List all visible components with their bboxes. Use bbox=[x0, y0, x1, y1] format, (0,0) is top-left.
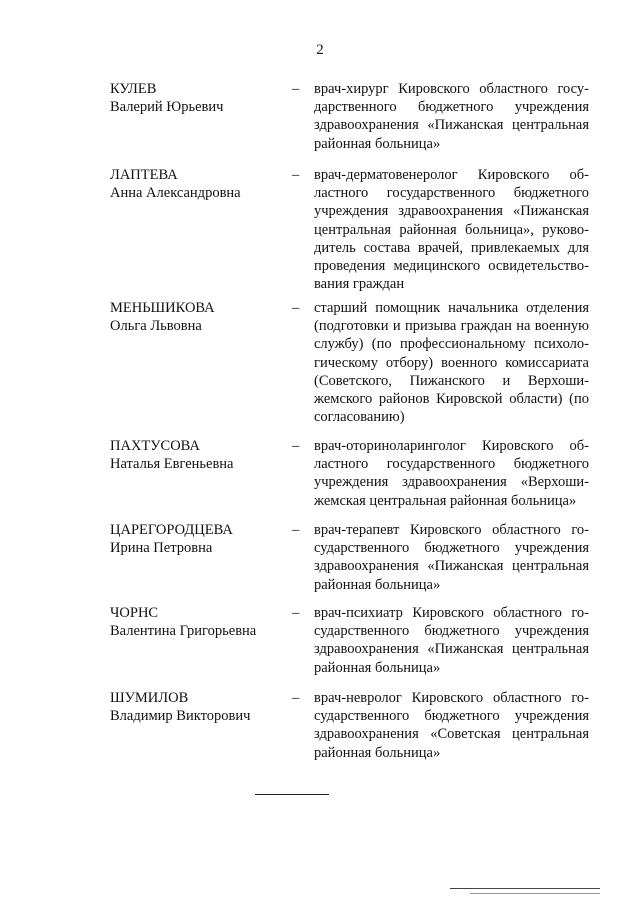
entry-dash: – bbox=[292, 522, 300, 538]
member-position bbox=[314, 299, 589, 426]
position-line: жемская центральная районная больница» bbox=[314, 492, 577, 509]
member-position bbox=[314, 80, 589, 153]
position-line: врач-психиатр Кировского областного го- bbox=[314, 605, 589, 621]
position-line: здравоохранения «Пижанская центральная bbox=[314, 117, 589, 134]
member-surname: КУЛЕВ bbox=[110, 81, 157, 97]
position-line: гическому отбору) военного комиссариата bbox=[314, 354, 589, 371]
position-line: согласованию) bbox=[314, 409, 405, 426]
position-line: сударственного бюджетного учреждения bbox=[314, 623, 589, 640]
position-line: (подготовки и призыва граждан на военную bbox=[314, 318, 589, 335]
position-line: службу) (по профессиональному психоло- bbox=[314, 336, 589, 353]
footer-rule bbox=[450, 888, 600, 889]
position-line: старший помощник начальника отделения bbox=[314, 300, 589, 316]
member-surname: МЕНЬШИКОВА bbox=[110, 300, 215, 316]
member-name bbox=[110, 166, 280, 202]
position-line: сударственного бюджетного учреждения bbox=[314, 708, 589, 725]
position-line: районная больница» bbox=[314, 135, 441, 152]
member-name bbox=[110, 437, 280, 473]
position-line: дитель состава врачей, привлекаемых для bbox=[314, 239, 589, 256]
position-line: ластного государственного бюджетного bbox=[314, 456, 589, 473]
member-name bbox=[110, 80, 280, 116]
member-surname: ЛАПТЕВА bbox=[110, 167, 178, 183]
position-line: учреждения здравоохранения «Верхоши- bbox=[314, 474, 589, 491]
position-line: сударственного бюджетного учреждения bbox=[314, 540, 589, 557]
member-given-names: Наталья Евгеньевна bbox=[110, 456, 234, 473]
position-line: врач-оториноларинголог Кировского об- bbox=[314, 438, 589, 454]
member-position bbox=[314, 604, 589, 677]
member-surname: ЦАРЕГОРОДЦЕВА bbox=[110, 522, 233, 538]
page-number: 2 bbox=[316, 42, 324, 58]
position-line: здравоохранения «Советская центральная bbox=[314, 726, 589, 743]
position-line: врач-хирург Кировского областного госу- bbox=[314, 81, 589, 97]
position-line: (Советского, Пижанского и Верхоши- bbox=[314, 372, 589, 389]
entry-dash: – bbox=[292, 438, 300, 454]
position-line: здравоохранения «Пижанская центральная bbox=[314, 641, 589, 658]
position-line: районная больница» bbox=[314, 576, 441, 593]
member-name bbox=[110, 299, 280, 335]
position-line: районная больница» bbox=[314, 744, 441, 761]
member-name bbox=[110, 689, 280, 725]
position-line: районная больница» bbox=[314, 659, 441, 676]
position-line: врач-невролог Кировского областного го- bbox=[314, 690, 589, 706]
member-position bbox=[314, 437, 589, 510]
position-line: ластного государственного бюджетного bbox=[314, 185, 589, 202]
entry-dash: – bbox=[292, 605, 300, 621]
member-given-names: Анна Александровна bbox=[110, 185, 241, 202]
member-position bbox=[314, 166, 589, 293]
member-given-names: Владимир Викторович bbox=[110, 708, 251, 725]
position-line: здравоохранения «Пижанская центральная bbox=[314, 558, 589, 575]
member-position bbox=[314, 521, 589, 594]
entry-dash: – bbox=[292, 167, 300, 183]
member-given-names: Валентина Григорьевна bbox=[110, 623, 257, 640]
position-line: проведения медицинского освидетельство- bbox=[314, 258, 589, 275]
position-line: учреждения здравоохранения «Пижанская bbox=[314, 203, 589, 220]
member-position bbox=[314, 689, 589, 762]
member-name bbox=[110, 521, 280, 557]
entry-dash: – bbox=[292, 81, 300, 97]
member-name bbox=[110, 604, 280, 640]
entry-dash: – bbox=[292, 690, 300, 706]
entry-dash: – bbox=[292, 300, 300, 316]
position-line: центральная районная больница», руково- bbox=[314, 221, 589, 238]
member-surname: ШУМИЛОВ bbox=[110, 690, 189, 706]
position-line: дарственного бюджетного учреждения bbox=[314, 99, 589, 116]
end-of-list-rule bbox=[255, 794, 329, 795]
position-line: вания граждан bbox=[314, 276, 405, 293]
member-surname: ПАХТУСОВА bbox=[110, 438, 200, 454]
footer-rule-secondary bbox=[470, 893, 600, 894]
member-given-names: Валерий Юрьевич bbox=[110, 99, 224, 116]
member-surname: ЧОРНС bbox=[110, 605, 159, 621]
position-line: врач-дерматовенеролог Кировского об- bbox=[314, 167, 589, 183]
position-line: жемского районов Кировской области) (по bbox=[314, 391, 589, 408]
member-given-names: Ольга Львовна bbox=[110, 318, 202, 335]
position-line: врач-терапевт Кировского областного го- bbox=[314, 522, 589, 538]
member-given-names: Ирина Петровна bbox=[110, 540, 213, 557]
